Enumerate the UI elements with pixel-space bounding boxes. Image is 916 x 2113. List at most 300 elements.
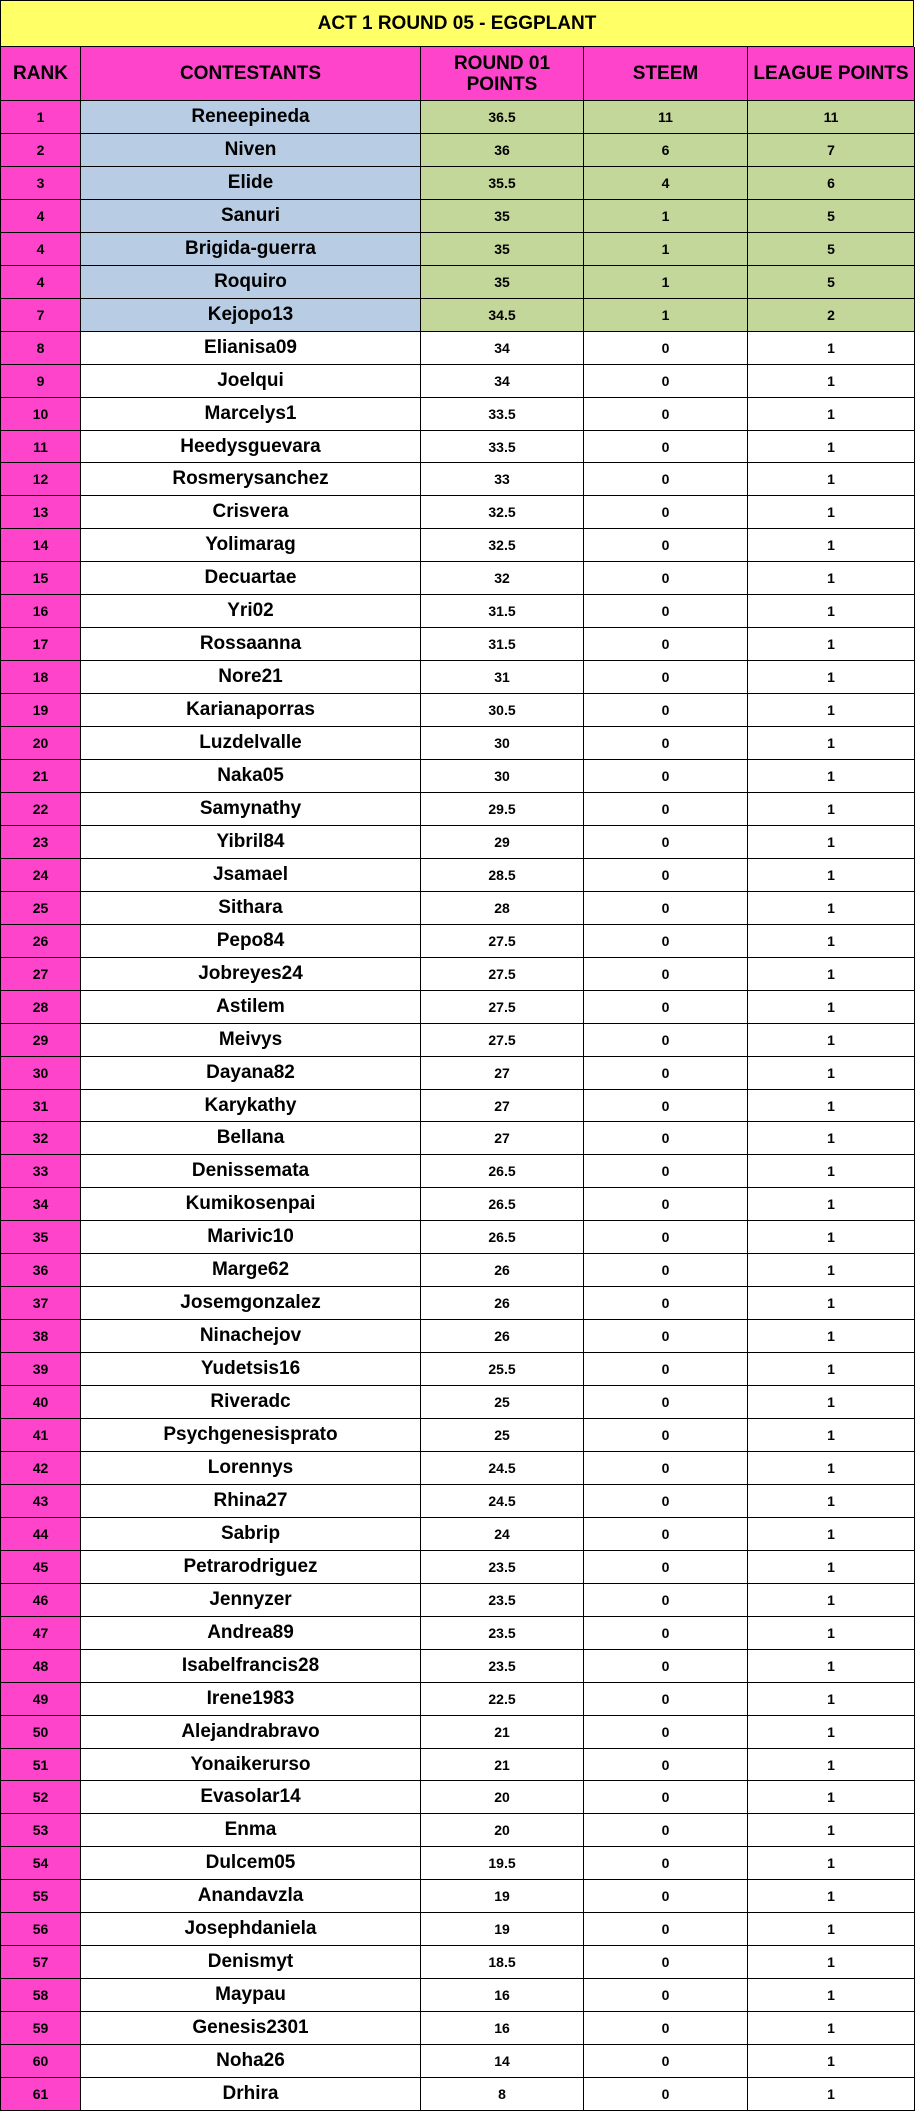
round-points-cell: 23.5: [421, 1584, 584, 1617]
steem-cell: 4: [584, 167, 748, 200]
contestant-name: Evasolar14: [81, 1781, 421, 1814]
round-points-cell: 34: [421, 332, 584, 365]
round-points-cell: 35: [421, 200, 584, 233]
contestant-name: Denissemata: [81, 1155, 421, 1188]
steem-cell: 0: [584, 628, 748, 661]
steem-cell: 0: [584, 1749, 748, 1781]
steem-cell: 0: [584, 398, 748, 431]
table-row: [0, 1386, 916, 1419]
header-rank: RANK: [0, 47, 81, 101]
steem-cell: 0: [584, 1024, 748, 1057]
rank-cell: 14: [0, 529, 81, 562]
rank-cell: 4: [0, 200, 81, 233]
rank-cell: 41: [0, 1419, 81, 1452]
round-points-cell: 26.5: [421, 1188, 584, 1221]
rank-cell: 58: [0, 1979, 81, 2012]
league-points-cell: 1: [748, 1913, 915, 1946]
rank-cell: 56: [0, 1913, 81, 1946]
league-points-cell: 1: [748, 1254, 915, 1287]
league-points-cell: 1: [748, 991, 915, 1024]
contestant-name: Brigida-guerra: [81, 233, 421, 266]
rank-cell: 32: [0, 1122, 81, 1155]
rank-cell: 28: [0, 991, 81, 1024]
table-row: [0, 463, 916, 496]
league-points-cell: 1: [748, 1287, 915, 1320]
round-points-cell: 23.5: [421, 1551, 584, 1584]
table-row: [0, 958, 916, 991]
contestant-name: Sanuri: [81, 200, 421, 233]
contestant-name: Reneepineda: [81, 101, 421, 134]
contestant-name: Dayana82: [81, 1057, 421, 1090]
league-points-cell: 1: [748, 1386, 915, 1419]
contestant-name: Marcelys1: [81, 398, 421, 431]
contestant-name: Genesis2301: [81, 2012, 421, 2045]
steem-cell: 0: [584, 1485, 748, 1518]
league-points-cell: 1: [748, 398, 915, 431]
steem-cell: 0: [584, 1090, 748, 1122]
steem-cell: 0: [584, 1716, 748, 1749]
steem-cell: 0: [584, 2045, 748, 2078]
table-row: [0, 2012, 916, 2045]
league-points-cell: 1: [748, 562, 915, 595]
rank-cell: 39: [0, 1353, 81, 1386]
table-row: [0, 1979, 916, 2012]
table-row: [0, 1090, 916, 1122]
steem-cell: 1: [584, 299, 748, 332]
steem-cell: 0: [584, 793, 748, 826]
contestant-name: Rossaanna: [81, 628, 421, 661]
contestant-name: Kejopo13: [81, 299, 421, 332]
table-row: [0, 1716, 916, 1749]
contestant-name: Yudetsis16: [81, 1353, 421, 1386]
round-points-cell: 26: [421, 1320, 584, 1353]
rank-cell: 11: [0, 431, 81, 463]
league-points-cell: 1: [748, 892, 915, 925]
round-points-cell: 21: [421, 1716, 584, 1749]
contestant-name: Crisvera: [81, 496, 421, 529]
round-points-cell: 19: [421, 1913, 584, 1946]
rank-cell: 59: [0, 2012, 81, 2045]
rank-cell: 4: [0, 266, 81, 299]
contestant-name: Rhina27: [81, 1485, 421, 1518]
contestant-name: Isabelfrancis28: [81, 1650, 421, 1683]
contestant-name: Noha26: [81, 2045, 421, 2078]
steem-cell: 0: [584, 1617, 748, 1650]
table-row: [0, 760, 916, 793]
rank-cell: 33: [0, 1155, 81, 1188]
steem-cell: 0: [584, 1155, 748, 1188]
league-points-cell: 1: [748, 1716, 915, 1749]
round-points-cell: 26.5: [421, 1155, 584, 1188]
league-points-cell: 1: [748, 1946, 915, 1979]
table-row: [0, 365, 916, 398]
rank-cell: 23: [0, 826, 81, 859]
table-row: [0, 1419, 916, 1452]
contestant-name: Anandavzla: [81, 1880, 421, 1913]
contestant-name: Heedysguevara: [81, 431, 421, 463]
contestant-name: Irene1983: [81, 1683, 421, 1716]
steem-cell: 11: [584, 101, 748, 134]
table-row: [0, 1518, 916, 1551]
rank-cell: 30: [0, 1057, 81, 1090]
league-points-cell: 1: [748, 2012, 915, 2045]
league-points-cell: 1: [748, 365, 915, 398]
round-points-cell: 16: [421, 2012, 584, 2045]
rank-cell: 55: [0, 1880, 81, 1913]
contestant-name: Riveradc: [81, 1386, 421, 1419]
contestant-name: Nore21: [81, 661, 421, 694]
rank-cell: 20: [0, 727, 81, 760]
rank-cell: 35: [0, 1221, 81, 1254]
round-points-cell: 21: [421, 1749, 584, 1781]
round-points-cell: 27.5: [421, 1024, 584, 1057]
round-points-cell: 35: [421, 266, 584, 299]
rank-cell: 1: [0, 101, 81, 134]
round-points-cell: 27.5: [421, 958, 584, 991]
round-points-cell: 36: [421, 134, 584, 167]
league-points-cell: 1: [748, 859, 915, 892]
table-row: [0, 398, 916, 431]
league-points-cell: 1: [748, 496, 915, 529]
table-row: [0, 628, 916, 661]
rank-cell: 13: [0, 496, 81, 529]
table-row: [0, 1188, 916, 1221]
league-points-cell: 1: [748, 826, 915, 859]
steem-cell: 0: [584, 595, 748, 628]
steem-cell: 0: [584, 529, 748, 562]
league-points-cell: 1: [748, 1122, 915, 1155]
contestant-name: Marge62: [81, 1254, 421, 1287]
steem-cell: 0: [584, 1419, 748, 1452]
round-points-cell: 25: [421, 1419, 584, 1452]
rank-cell: 22: [0, 793, 81, 826]
round-points-cell: 24: [421, 1518, 584, 1551]
steem-cell: 0: [584, 1847, 748, 1880]
table-row: [0, 266, 916, 299]
contestant-name: Meivys: [81, 1024, 421, 1057]
rank-cell: 3: [0, 167, 81, 200]
rank-cell: 43: [0, 1485, 81, 1518]
league-points-cell: 1: [748, 661, 915, 694]
rank-cell: 18: [0, 661, 81, 694]
table-row: [0, 694, 916, 727]
steem-cell: 0: [584, 496, 748, 529]
steem-cell: 0: [584, 431, 748, 463]
league-points-cell: 5: [748, 266, 915, 299]
table-row: [0, 2078, 916, 2111]
round-points-cell: 29: [421, 826, 584, 859]
league-points-cell: 1: [748, 1683, 915, 1716]
league-points-cell: 1: [748, 1024, 915, 1057]
league-points-cell: 2: [748, 299, 915, 332]
rank-cell: 57: [0, 1946, 81, 1979]
steem-cell: 0: [584, 1254, 748, 1287]
table-row: [0, 1320, 916, 1353]
steem-cell: 0: [584, 1584, 748, 1617]
round-points-cell: 36.5: [421, 101, 584, 134]
steem-cell: 0: [584, 892, 748, 925]
round-points-cell: 35.5: [421, 167, 584, 200]
table-row: [0, 1781, 916, 1814]
contestant-name: Jennyzer: [81, 1584, 421, 1617]
league-points-cell: 1: [748, 1419, 915, 1452]
round-points-cell: 34.5: [421, 299, 584, 332]
table-row: [0, 1024, 916, 1057]
round-points-cell: 19.5: [421, 1847, 584, 1880]
rank-cell: 34: [0, 1188, 81, 1221]
table-row: [0, 1814, 916, 1847]
round-points-cell: 27.5: [421, 925, 584, 958]
league-points-cell: 7: [748, 134, 915, 167]
round-points-cell: 30: [421, 727, 584, 760]
round-points-cell: 32.5: [421, 529, 584, 562]
rank-cell: 8: [0, 332, 81, 365]
contestant-name: Andrea89: [81, 1617, 421, 1650]
round-points-cell: 20: [421, 1814, 584, 1847]
contestant-name: Drhira: [81, 2078, 421, 2111]
round-points-cell: 32: [421, 562, 584, 595]
table-row: [0, 991, 916, 1024]
contestant-name: Elianisa09: [81, 332, 421, 365]
table-row: [0, 595, 916, 628]
league-points-cell: 1: [748, 1617, 915, 1650]
table-row: [0, 200, 916, 233]
league-points-cell: 1: [748, 1452, 915, 1485]
round-points-cell: 30: [421, 760, 584, 793]
round-points-cell: 25: [421, 1386, 584, 1419]
table-row: [0, 299, 916, 332]
round-points-cell: 33.5: [421, 398, 584, 431]
steem-cell: 0: [584, 826, 748, 859]
round-points-cell: 26.5: [421, 1221, 584, 1254]
rank-cell: 38: [0, 1320, 81, 1353]
round-points-cell: 27: [421, 1057, 584, 1090]
table-row: [0, 431, 916, 463]
steem-cell: 0: [584, 332, 748, 365]
steem-cell: 0: [584, 727, 748, 760]
steem-cell: 0: [584, 1880, 748, 1913]
round-points-cell: 20: [421, 1781, 584, 1814]
steem-cell: 0: [584, 463, 748, 496]
league-points-cell: 1: [748, 1485, 915, 1518]
league-points-cell: 1: [748, 463, 915, 496]
contestant-name: Pepo84: [81, 925, 421, 958]
steem-cell: 0: [584, 1188, 748, 1221]
table-row: [0, 496, 916, 529]
round-points-cell: 31.5: [421, 595, 584, 628]
contestant-name: Psychgenesisprato: [81, 1419, 421, 1452]
league-points-cell: 1: [748, 1090, 915, 1122]
steem-cell: 1: [584, 233, 748, 266]
table-row: [0, 1913, 916, 1946]
steem-cell: 0: [584, 859, 748, 892]
round-points-cell: 34: [421, 365, 584, 398]
contestant-name: Petrarodriguez: [81, 1551, 421, 1584]
steem-cell: 0: [584, 365, 748, 398]
league-points-cell: 1: [748, 727, 915, 760]
league-points-cell: 1: [748, 2045, 915, 2078]
contestant-name: Elide: [81, 167, 421, 200]
table-row: [0, 1946, 916, 1979]
table-row: [0, 859, 916, 892]
table-row: [0, 1485, 916, 1518]
contestant-name: Sabrip: [81, 1518, 421, 1551]
table-row: [0, 1155, 916, 1188]
steem-cell: 0: [584, 1946, 748, 1979]
round-points-cell: 30.5: [421, 694, 584, 727]
round-points-cell: 32.5: [421, 496, 584, 529]
steem-cell: 0: [584, 1913, 748, 1946]
rank-cell: 21: [0, 760, 81, 793]
contestant-name: Dulcem05: [81, 1847, 421, 1880]
league-points-cell: 1: [748, 1847, 915, 1880]
table-row: [0, 1683, 916, 1716]
contestant-name: Bellana: [81, 1122, 421, 1155]
league-points-cell: 1: [748, 1057, 915, 1090]
table-row: [0, 529, 916, 562]
league-points-cell: 5: [748, 200, 915, 233]
steem-cell: 0: [584, 1979, 748, 2012]
rank-cell: 49: [0, 1683, 81, 1716]
contestant-name: Denismyt: [81, 1946, 421, 1979]
table-row: [0, 134, 916, 167]
steem-cell: 0: [584, 1122, 748, 1155]
league-points-cell: 1: [748, 1221, 915, 1254]
round-points-cell: 27: [421, 1090, 584, 1122]
steem-cell: 6: [584, 134, 748, 167]
steem-cell: 0: [584, 2012, 748, 2045]
table-row: [0, 1617, 916, 1650]
league-points-cell: 1: [748, 925, 915, 958]
steem-cell: 0: [584, 1650, 748, 1683]
league-points-cell: 1: [748, 1155, 915, 1188]
table-row: [0, 1254, 916, 1287]
rank-cell: 12: [0, 463, 81, 496]
contestant-name: Rosmerysanchez: [81, 463, 421, 496]
table-row: [0, 1221, 916, 1254]
round-points-cell: 28: [421, 892, 584, 925]
header-steem: STEEM: [584, 47, 748, 101]
table-row: [0, 1749, 916, 1781]
rank-cell: 52: [0, 1781, 81, 1814]
round-points-cell: 26: [421, 1254, 584, 1287]
contestant-name: Yolimarag: [81, 529, 421, 562]
round-points-cell: 18.5: [421, 1946, 584, 1979]
league-points-cell: 1: [748, 793, 915, 826]
round-points-cell: 33: [421, 463, 584, 496]
header-round-points: ROUND 01 POINTS: [421, 47, 584, 101]
table-row: [0, 1057, 916, 1090]
contestant-name: Lorennys: [81, 1452, 421, 1485]
steem-cell: 0: [584, 1518, 748, 1551]
rank-cell: 61: [0, 2078, 81, 2111]
round-points-cell: 27: [421, 1122, 584, 1155]
table-title: ACT 1 ROUND 05 - EGGPLANT: [0, 0, 914, 47]
league-points-cell: 1: [748, 1518, 915, 1551]
league-points-cell: 1: [748, 1551, 915, 1584]
steem-cell: 0: [584, 1551, 748, 1584]
steem-cell: 0: [584, 760, 748, 793]
table-row: [0, 1122, 916, 1155]
round-points-cell: 22.5: [421, 1683, 584, 1716]
rank-cell: 9: [0, 365, 81, 398]
contestant-name: Josemgonzalez: [81, 1287, 421, 1320]
league-points-cell: 1: [748, 1320, 915, 1353]
rank-cell: 45: [0, 1551, 81, 1584]
league-points-cell: 1: [748, 958, 915, 991]
league-points-cell: 1: [748, 1353, 915, 1386]
steem-cell: 0: [584, 1781, 748, 1814]
round-points-cell: 35: [421, 233, 584, 266]
table-row: [0, 1584, 916, 1617]
contestant-name: Yonaikerurso: [81, 1749, 421, 1781]
rank-cell: 29: [0, 1024, 81, 1057]
steem-cell: 0: [584, 991, 748, 1024]
rank-cell: 31: [0, 1090, 81, 1122]
contestant-name: Josephdaniela: [81, 1913, 421, 1946]
rank-cell: 44: [0, 1518, 81, 1551]
league-points-cell: 6: [748, 167, 915, 200]
league-points-cell: 5: [748, 233, 915, 266]
rank-cell: 36: [0, 1254, 81, 1287]
table-row: [0, 892, 916, 925]
table-row: [0, 332, 916, 365]
rank-cell: 26: [0, 925, 81, 958]
round-points-cell: 26: [421, 1287, 584, 1320]
contestant-name: Niven: [81, 134, 421, 167]
rank-cell: 10: [0, 398, 81, 431]
contestant-name: Ninachejov: [81, 1320, 421, 1353]
steem-cell: 0: [584, 1683, 748, 1716]
rank-cell: 54: [0, 1847, 81, 1880]
steem-cell: 0: [584, 1057, 748, 1090]
round-points-cell: 33.5: [421, 431, 584, 463]
contestant-name: Joelqui: [81, 365, 421, 398]
round-points-cell: 31: [421, 661, 584, 694]
steem-cell: 0: [584, 1814, 748, 1847]
rank-cell: 17: [0, 628, 81, 661]
table-row: [0, 1880, 916, 1913]
contestant-name: Enma: [81, 1814, 421, 1847]
rank-cell: 46: [0, 1584, 81, 1617]
steem-cell: 0: [584, 925, 748, 958]
contestant-name: Yri02: [81, 595, 421, 628]
steem-cell: 0: [584, 958, 748, 991]
contestant-name: Kumikosenpai: [81, 1188, 421, 1221]
table-row: [0, 793, 916, 826]
contestant-name: Jsamael: [81, 859, 421, 892]
round-points-cell: 16: [421, 1979, 584, 2012]
rank-cell: 19: [0, 694, 81, 727]
steem-cell: 0: [584, 1386, 748, 1419]
contestant-name: Sithara: [81, 892, 421, 925]
league-points-cell: 1: [748, 529, 915, 562]
steem-cell: 1: [584, 266, 748, 299]
steem-cell: 0: [584, 1221, 748, 1254]
table-row: [0, 1353, 916, 1386]
round-points-cell: 23.5: [421, 1650, 584, 1683]
rank-cell: 4: [0, 233, 81, 266]
round-points-cell: 14: [421, 2045, 584, 2078]
rank-cell: 37: [0, 1287, 81, 1320]
league-points-cell: 1: [748, 1650, 915, 1683]
league-points-cell: 1: [748, 1979, 915, 2012]
table-row: [0, 101, 916, 134]
header-league-points: LEAGUE POINTS: [748, 47, 915, 101]
steem-cell: 0: [584, 1452, 748, 1485]
league-points-cell: 1: [748, 694, 915, 727]
league-points-cell: 1: [748, 1781, 915, 1814]
